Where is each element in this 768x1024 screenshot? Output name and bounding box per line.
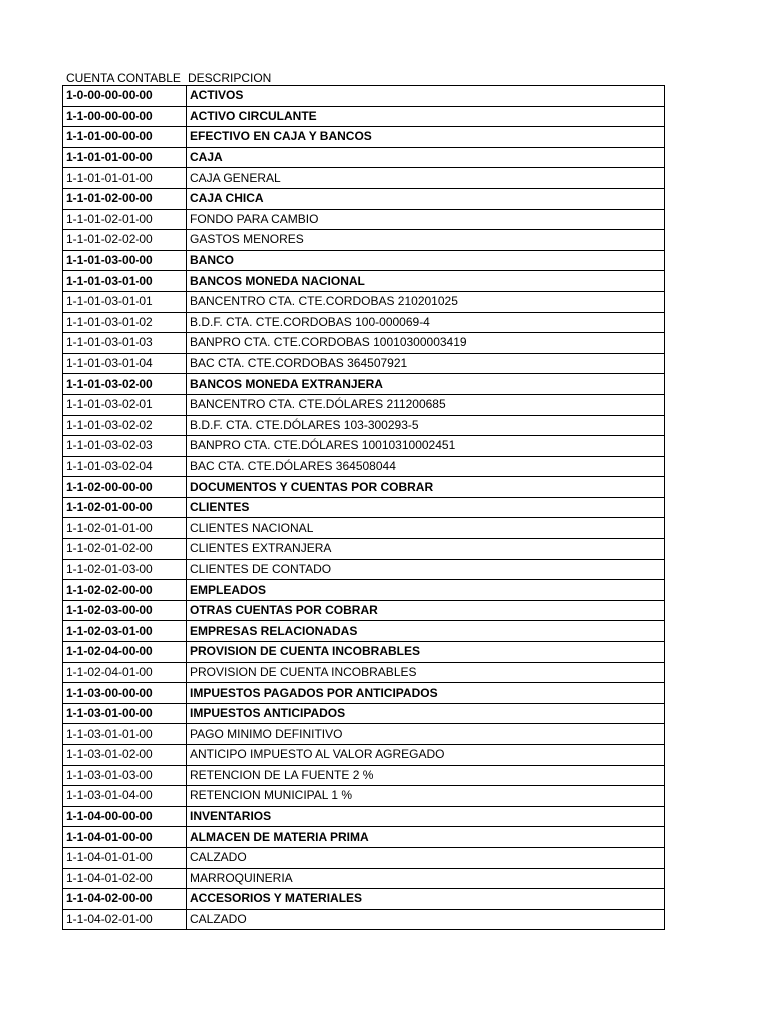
table-row — [63, 168, 665, 189]
table-row — [63, 477, 665, 498]
account-description-cell: B.D.F. CTA. CTE.DÓLARES 103-300293-5 — [187, 415, 665, 436]
table-row — [63, 106, 665, 127]
account-description-cell: ACCESORIOS Y MATERIALES — [187, 889, 665, 910]
account-code-cell: 1-1-04-00-00-00 — [63, 806, 187, 827]
table-row — [63, 745, 665, 766]
account-description-cell: IMPUESTOS ANTICIPADOS — [187, 703, 665, 724]
table-row — [63, 333, 665, 354]
account-description-cell: CALZADO — [187, 909, 665, 930]
account-code-cell: 1-1-03-01-04-00 — [63, 786, 187, 807]
table-row — [63, 868, 665, 889]
table-row — [63, 621, 665, 642]
accounts-table — [62, 85, 665, 930]
table-row — [63, 312, 665, 333]
account-description-cell: EMPLEADOS — [187, 580, 665, 601]
account-code-cell: 1-1-03-01-00-00 — [63, 703, 187, 724]
column-header-description: DESCRIPCION — [188, 71, 272, 85]
table-row — [63, 374, 665, 395]
account-description-cell: PAGO MINIMO DEFINITIVO — [187, 724, 665, 745]
account-description-cell: CLIENTES NACIONAL — [187, 518, 665, 539]
table-row — [63, 188, 665, 209]
table-row — [63, 559, 665, 580]
table-row — [63, 724, 665, 745]
account-description-cell: BANCENTRO CTA. CTE.DÓLARES 211200685 — [187, 394, 665, 415]
account-description-cell: BAC CTA. CTE.CORDOBAS 364507921 — [187, 353, 665, 374]
account-description-cell: BANPRO CTA. CTE.CORDOBAS 10010300003419 — [187, 333, 665, 354]
table-row — [63, 703, 665, 724]
account-description-cell: INVENTARIOS — [187, 806, 665, 827]
account-code-cell: 1-1-01-03-01-00 — [63, 271, 187, 292]
account-code-cell: 1-1-04-02-00-00 — [63, 889, 187, 910]
table-row — [63, 271, 665, 292]
table-row — [63, 765, 665, 786]
account-description-cell: PROVISION DE CUENTA INCOBRABLES — [187, 662, 665, 683]
account-code-cell: 1-1-01-03-01-04 — [63, 353, 187, 374]
table-row — [63, 847, 665, 868]
account-code-cell: 1-1-04-01-00-00 — [63, 827, 187, 848]
account-description-cell: PROVISION DE CUENTA INCOBRABLES — [187, 642, 665, 663]
account-description-cell: MARROQUINERIA — [187, 868, 665, 889]
account-code-cell: 1-0-00-00-00-00 — [63, 86, 187, 107]
account-code-cell: 1-1-03-01-02-00 — [63, 745, 187, 766]
account-code-cell: 1-1-02-04-01-00 — [63, 662, 187, 683]
account-description-cell: BANCENTRO CTA. CTE.CORDOBAS 210201025 — [187, 291, 665, 312]
account-code-cell: 1-1-02-01-01-00 — [63, 518, 187, 539]
account-code-cell: 1-1-02-01-03-00 — [63, 559, 187, 580]
table-row — [63, 539, 665, 560]
table-row — [63, 600, 665, 621]
account-code-cell: 1-1-02-02-00-00 — [63, 580, 187, 601]
account-description-cell: CLIENTES EXTRANJERA — [187, 539, 665, 560]
account-description-cell: CAJA — [187, 147, 665, 168]
account-description-cell: BANCO — [187, 250, 665, 271]
table-row — [63, 147, 665, 168]
table-row — [63, 889, 665, 910]
table-row — [63, 827, 665, 848]
account-code-cell: 1-1-01-03-02-03 — [63, 436, 187, 457]
table-row — [63, 230, 665, 251]
account-code-cell: 1-1-01-03-02-02 — [63, 415, 187, 436]
table-row — [63, 415, 665, 436]
account-code-cell: 1-1-01-02-01-00 — [63, 209, 187, 230]
account-description-cell: EMPRESAS RELACIONADAS — [187, 621, 665, 642]
table-row — [63, 518, 665, 539]
account-description-cell: BAC CTA. CTE.DÓLARES 364508044 — [187, 456, 665, 477]
account-description-cell: CAJA CHICA — [187, 188, 665, 209]
account-code-cell: 1-1-01-03-02-00 — [63, 374, 187, 395]
account-description-cell: RETENCION DE LA FUENTE 2 % — [187, 765, 665, 786]
account-code-cell: 1-1-01-02-00-00 — [63, 188, 187, 209]
account-code-cell: 1-1-01-01-01-00 — [63, 168, 187, 189]
account-code-cell: 1-1-01-01-00-00 — [63, 147, 187, 168]
account-code-cell: 1-1-01-03-00-00 — [63, 250, 187, 271]
account-description-cell: GASTOS MENORES — [187, 230, 665, 251]
account-description-cell: CLIENTES — [187, 497, 665, 518]
table-header — [66, 70, 271, 86]
account-description-cell: IMPUESTOS PAGADOS POR ANTICIPADOS — [187, 683, 665, 704]
account-description-cell: CLIENTES DE CONTADO — [187, 559, 665, 580]
account-description-cell: ACTIVO CIRCULANTE — [187, 106, 665, 127]
account-description-cell: CAJA GENERAL — [187, 168, 665, 189]
account-code-cell: 1-1-01-03-01-02 — [63, 312, 187, 333]
account-code-cell: 1-1-04-01-02-00 — [63, 868, 187, 889]
table-row — [63, 662, 665, 683]
account-description-cell: BANPRO CTA. CTE.DÓLARES 10010310002451 — [187, 436, 665, 457]
account-description-cell: BANCOS MONEDA EXTRANJERA — [187, 374, 665, 395]
table-row — [63, 580, 665, 601]
table-row — [63, 786, 665, 807]
table-row — [63, 456, 665, 477]
account-description-cell: FONDO PARA CAMBIO — [187, 209, 665, 230]
account-description-cell: EFECTIVO EN CAJA Y BANCOS — [187, 127, 665, 148]
account-description-cell: DOCUMENTOS Y CUENTAS POR COBRAR — [187, 477, 665, 498]
table-row — [63, 209, 665, 230]
account-code-cell: 1-1-03-01-01-00 — [63, 724, 187, 745]
account-code-cell: 1-1-04-01-01-00 — [63, 847, 187, 868]
table-row — [63, 353, 665, 374]
account-code-cell: 1-1-01-00-00-00 — [63, 127, 187, 148]
account-description-cell: BANCOS MONEDA NACIONAL — [187, 271, 665, 292]
account-code-cell: 1-1-01-03-01-03 — [63, 333, 187, 354]
account-description-cell: RETENCION MUNICIPAL 1 % — [187, 786, 665, 807]
table-row — [63, 497, 665, 518]
account-code-cell: 1-1-01-02-02-00 — [63, 230, 187, 251]
table-row — [63, 86, 665, 107]
account-code-cell: 1-1-01-03-02-04 — [63, 456, 187, 477]
table-row — [63, 642, 665, 663]
account-description-cell: ALMACEN DE MATERIA PRIMA — [187, 827, 665, 848]
table-row — [63, 683, 665, 704]
account-code-cell: 1-1-01-03-02-01 — [63, 394, 187, 415]
account-description-cell: ANTICIPO IMPUESTO AL VALOR AGREGADO — [187, 745, 665, 766]
account-code-cell: 1-1-00-00-00-00 — [63, 106, 187, 127]
account-code-cell: 1-1-02-01-00-00 — [63, 497, 187, 518]
account-description-cell: CALZADO — [187, 847, 665, 868]
table-row — [63, 250, 665, 271]
table-row — [63, 909, 665, 930]
account-code-cell: 1-1-01-03-01-01 — [63, 291, 187, 312]
column-header-account: CUENTA CONTABLE — [66, 71, 181, 85]
table-row — [63, 436, 665, 457]
account-code-cell: 1-1-02-03-01-00 — [63, 621, 187, 642]
account-code-cell: 1-1-03-00-00-00 — [63, 683, 187, 704]
table-row — [63, 806, 665, 827]
account-code-cell: 1-1-04-02-01-00 — [63, 909, 187, 930]
account-code-cell: 1-1-02-04-00-00 — [63, 642, 187, 663]
account-description-cell: OTRAS CUENTAS POR COBRAR — [187, 600, 665, 621]
account-description-cell: B.D.F. CTA. CTE.CORDOBAS 100-000069-4 — [187, 312, 665, 333]
table-row — [63, 127, 665, 148]
account-code-cell: 1-1-02-03-00-00 — [63, 600, 187, 621]
table-row — [63, 394, 665, 415]
account-description-cell: ACTIVOS — [187, 86, 665, 107]
account-code-cell: 1-1-02-00-00-00 — [63, 477, 187, 498]
account-code-cell: 1-1-03-01-03-00 — [63, 765, 187, 786]
account-code-cell: 1-1-02-01-02-00 — [63, 539, 187, 560]
table-row — [63, 291, 665, 312]
